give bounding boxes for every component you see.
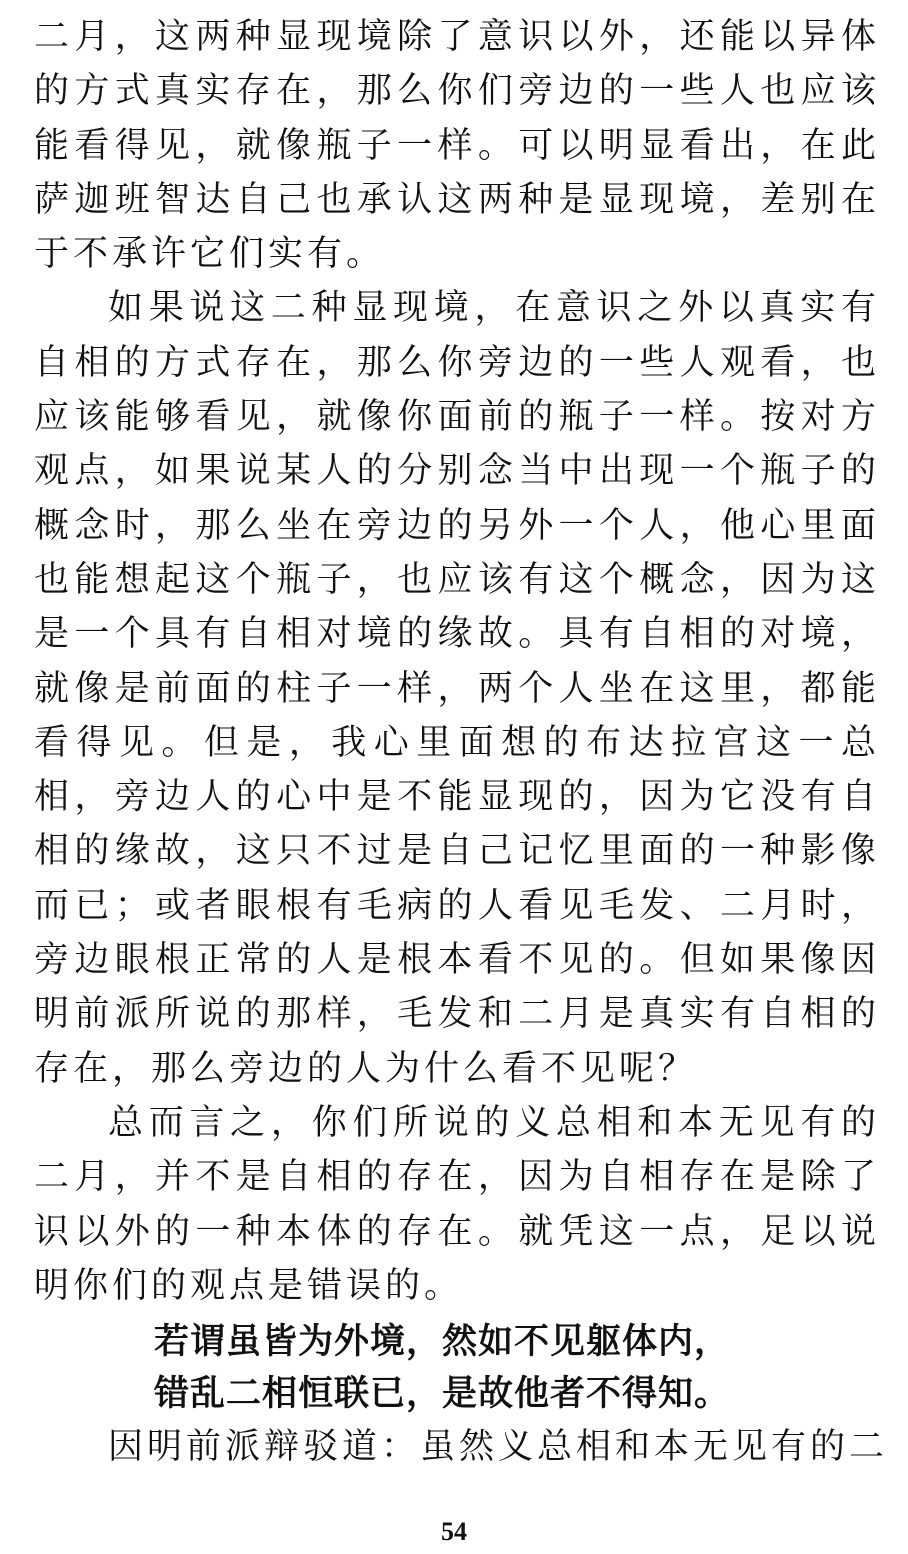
trailing-paragraph: 因明前派辩驳道：虽然义总相和本无见有的二 <box>108 1427 889 1467</box>
page-number: 54 <box>441 1517 467 1546</box>
paragraph-3: 总而言之，你们所说的义总相和本无见有的二月，并不是自相的存在，因为自相存在是除了识以外的一种本体的存在。就凭这一点，足以说明你们的观点是错误的。 <box>34 1102 880 1306</box>
verse-line-1: 若谓虽皆为外境，然如不见躯体内， <box>154 1322 731 1362</box>
verse-line-2: 错乱二相恒联已，是故他者不得知。 <box>154 1374 731 1414</box>
page-body <box>34 10 880 1313</box>
paragraph-1: 二月，这两种显现境除了意识以外，还能以异体的方式真实存在，那么你们旁边的一些人也应该能看得见，就像瓶子一样。可以明显看出，在此萨迦班智达自己也承认这两种是显现境，差别在于不承许它们实有。 <box>34 17 880 275</box>
paragraph-2: 如果说这二种显现境，在意识之外以真实有自相的方式存在，那么你旁边的一些人观看，也应该能够看见，就像你面前的瓶子一样。按对方观点，如果说某人的分别念当中出现一个瓶子的概念时，那么坐在旁边的另外一个人，他心里面也能想起这个瓶子，也应该有这个概念，因为这是一个具有自相对境的缘故。具有自相的对境，就像是前面的柱子一样，两个人坐在这里，都能看得见。但是，我心里面想的布达拉宫这一总相，旁边人的心中是不能显现的，因为它没有自相的缘故，这只不过是自己记忆里面的一种影像而已；或者眼根有毛病的人看见毛发、二月时，旁边眼根正常的人是根本看不见的。但如果像因明前派所说的那样，毛发和二月是真实有自相的存在，那么旁边的人为什么看不见呢？ <box>34 288 880 1089</box>
